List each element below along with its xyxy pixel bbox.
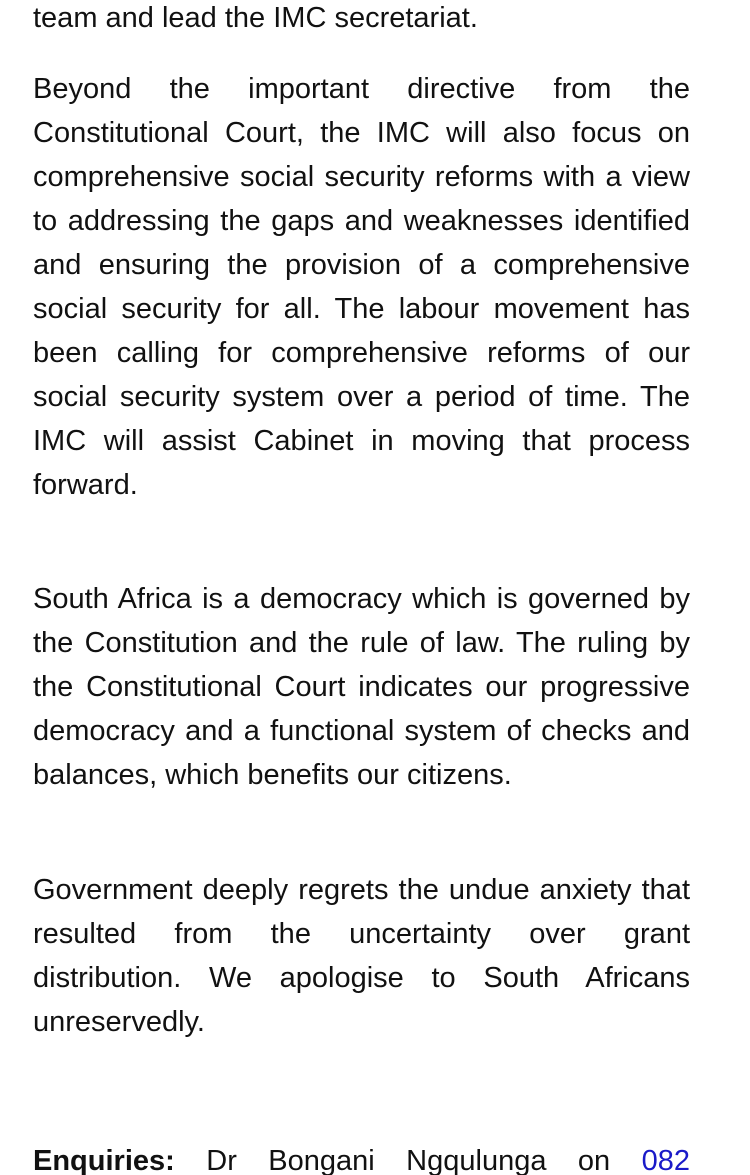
enquiries-contact-text: Dr Bongani Ngqulunga on: [174, 1145, 642, 1175]
paragraph-social-security-reforms: Beyond the important directive from the Constitutional Court, the IMC will also focus on comprehensive social security reforms with a view to addressing the gaps and weaknesses identified and ensuring the provision of a comprehensive social security for all. The labour movement has been calling for comprehensive reforms of our social security system over a period of time. The IMC will assist Cabinet in moving that process forward.: [33, 73, 690, 501]
paragraph-secretariat-continuation: team and lead the IMC secretariat.: [33, 2, 478, 34]
paragraph-democracy: South Africa is a democracy which is governed by the Constitution and the rule of law. The ruling by the Constitutional Court indicates our progressive democracy and a functional system of checks and balances, which benefits our citizens.: [33, 583, 690, 791]
paragraph-apology: Government deeply regrets the undue anxiety that resulted from the uncertainty over grant distribution. We apologise to South Africans unreservedly.: [33, 874, 690, 1038]
enquiries-phone-link[interactable]: 082: [641, 1145, 690, 1175]
enquiries-label: Enquiries:: [33, 1145, 175, 1175]
enquiries-line: [33, 1139, 690, 1175]
